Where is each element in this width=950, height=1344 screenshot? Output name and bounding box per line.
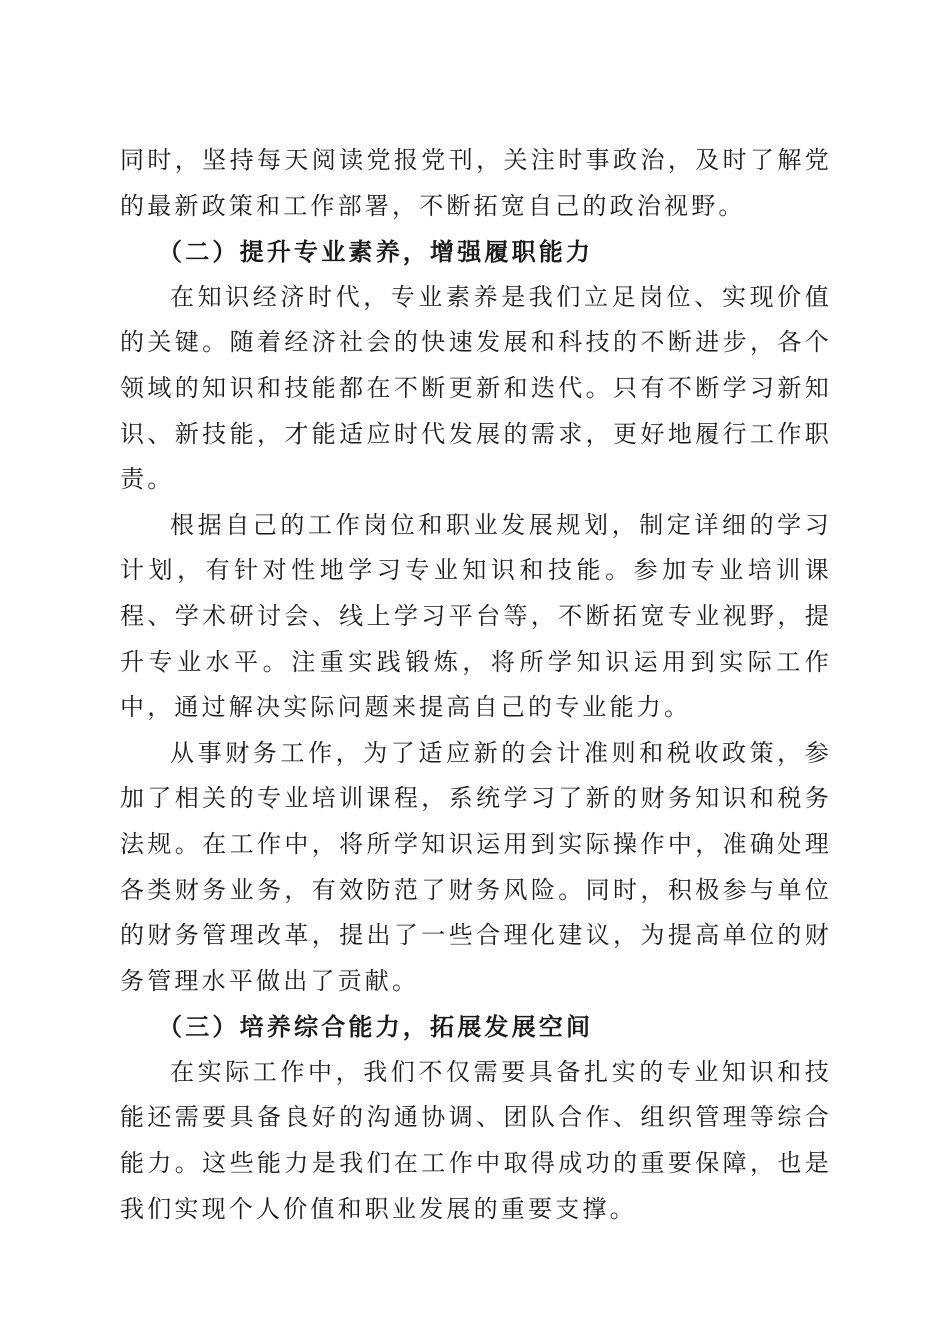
section-heading-professional-quality: （二）提升专业素养，增强履职能力 — [158, 237, 594, 267]
paragraph-finance-work: 从事财务工作，为了适应新的会计准则和税收政策，参加了相关的专业培训课程，系统学习了新的财务知识和税务法规。在工作中，将所学知识运用到实际操作中，准确处理各类财务业务，有效防范了财务风险。同时，积极参与单位的财务管理改革，提出了一些合理化建议，为提高单位的财务管理水平做出了贡献。 — [120, 738, 832, 995]
paragraph-knowledge-economy: 在知识经济时代，专业素养是我们立足岗位、实现价值的关键。随着经济社会的快速发展和科技的不断进步，各个领域的知识和技能都在不断更新和迭代。只有不断学习新知识、新技能，才能适应时代发展的需求，更好地履行工作职责。 — [120, 282, 832, 494]
document-body — [120, 138, 832, 1232]
paragraph-study-plan: 根据自己的工作岗位和职业发展规划，制定详细的学习计划，有针对性地学习专业知识和技能。参加专业培训课程、学术研讨会、线上学习平台等，不断拓宽专业视野，提升专业水平。注重实践锻炼，将所学知识运用到实际工作中，通过解决实际问题来提高自己的专业能力。 — [120, 510, 832, 722]
section-heading-comprehensive-ability: （三）培养综合能力，拓展发展空间 — [158, 1012, 594, 1042]
paragraph-political-study: 同时，坚持每天阅读党报党刊，关注时事政治，及时了解党的最新政策和工作部署，不断拓宽自己的政治视野。 — [120, 146, 832, 220]
paragraph-comprehensive-skills: 在实际工作中，我们不仅需要具备扎实的专业知识和技能还需要具备良好的沟通协调、团队合作、组织管理等综合能力。这些能力是我们在工作中取得成功的重要保障，也是我们实现个人价值和职业发展的重要支撑。 — [120, 1057, 832, 1223]
